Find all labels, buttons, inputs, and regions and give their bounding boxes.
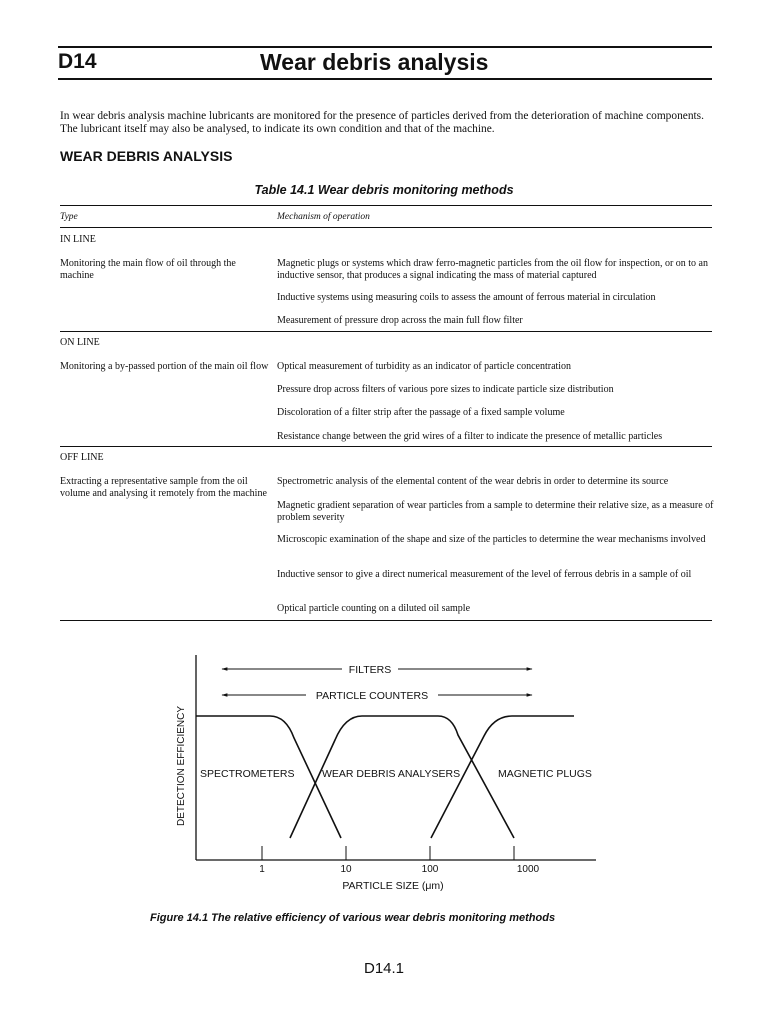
x-tick-label: 100 <box>421 864 439 875</box>
mechanism-item: Pressure drop across filters of various pore sizes to indicate particle size distribution <box>277 384 614 395</box>
mechanism-item: Optical particle counting on a diluted oil sample <box>277 603 471 614</box>
category-in-line: IN LINE <box>60 234 96 245</box>
type-description: Extracting a representative sample from the oil volume and analysing it remotely from the machine <box>60 476 267 499</box>
section-code: D14 <box>58 50 97 73</box>
x-tick-label: 10 <box>340 864 352 875</box>
x-tick-label: 1 <box>259 864 265 875</box>
filters-label: FILTERS <box>348 664 392 676</box>
figure-caption: Figure 14.1 The relative efficiency of various wear debris monitoring methods <box>150 912 556 924</box>
x-tick-label: 1000 <box>516 864 540 875</box>
y-axis-label: DETECTION EFFICIENCY <box>176 705 187 827</box>
type-description: Monitoring a by-passed portion of the main oil flow <box>60 361 269 372</box>
spectrometers-label: SPECTROMETERS <box>200 768 295 780</box>
particle-counters-label: PARTICLE COUNTERS <box>315 690 429 702</box>
intro-paragraph: In wear debris analysis machine lubricants are monitored for the presence of particles derived from the deterioration of machine components. The lubricant itself may also be analysed, to indicate its own condition and that of the machine. <box>60 110 704 135</box>
mechanism-item: Discoloration of a filter strip after the passage of a fixed sample volume <box>277 407 565 418</box>
mechanism-item: Spectrometric analysis of the elemental content of the wear debris in order to determine its source <box>277 476 669 487</box>
magnetic-plugs-label: MAGNETIC PLUGS <box>498 768 592 780</box>
mechanism-item: Inductive systems using measuring coils to assess the amount of ferrous material in circulation <box>277 292 656 303</box>
column-header-mechanism: Mechanism of operation <box>277 212 370 222</box>
mechanism-item: Inductive sensor to give a direct numerical measurement of the level of ferrous debris in a sample of oil <box>277 569 692 580</box>
mechanism-item: Measurement of pressure drop across the main full flow filter <box>277 315 523 326</box>
mechanism-item: Microscopic examination of the shape and size of the particles to determine the wear mechanisms involved <box>277 534 706 545</box>
category-on-line: ON LINE <box>60 337 100 348</box>
type-description: Monitoring the main flow of oil through the machine <box>60 258 236 281</box>
table-caption: Table 14.1 Wear debris monitoring methods <box>254 183 514 197</box>
column-header-type: Type <box>60 212 78 222</box>
mechanism-item: Magnetic plugs or systems which draw ferro-magnetic particles from the oil flow for inspection, or on to an inductive sensor, that produces a signal indicating the mass of material captured <box>277 258 708 281</box>
mechanism-item: Resistance change between the grid wires of a filter to indicate the presence of metallic particles <box>277 431 663 442</box>
wear-debris-analysers-label: WEAR DEBRIS ANALYSERS <box>322 768 461 780</box>
page-title: Wear debris analysis <box>260 49 489 75</box>
page-number: D14.1 <box>363 960 405 977</box>
section-heading: WEAR DEBRIS ANALYSIS <box>60 148 233 164</box>
mechanism-item: Optical measurement of turbidity as an indicator of particle concentration <box>277 361 572 372</box>
category-off-line: OFF LINE <box>60 452 104 463</box>
x-axis-label: PARTICLE SIZE (μm) <box>342 880 444 892</box>
mechanism-item: Magnetic gradient separation of wear particles from a sample to determine their relative size, as a measure of problem severity <box>277 500 714 523</box>
